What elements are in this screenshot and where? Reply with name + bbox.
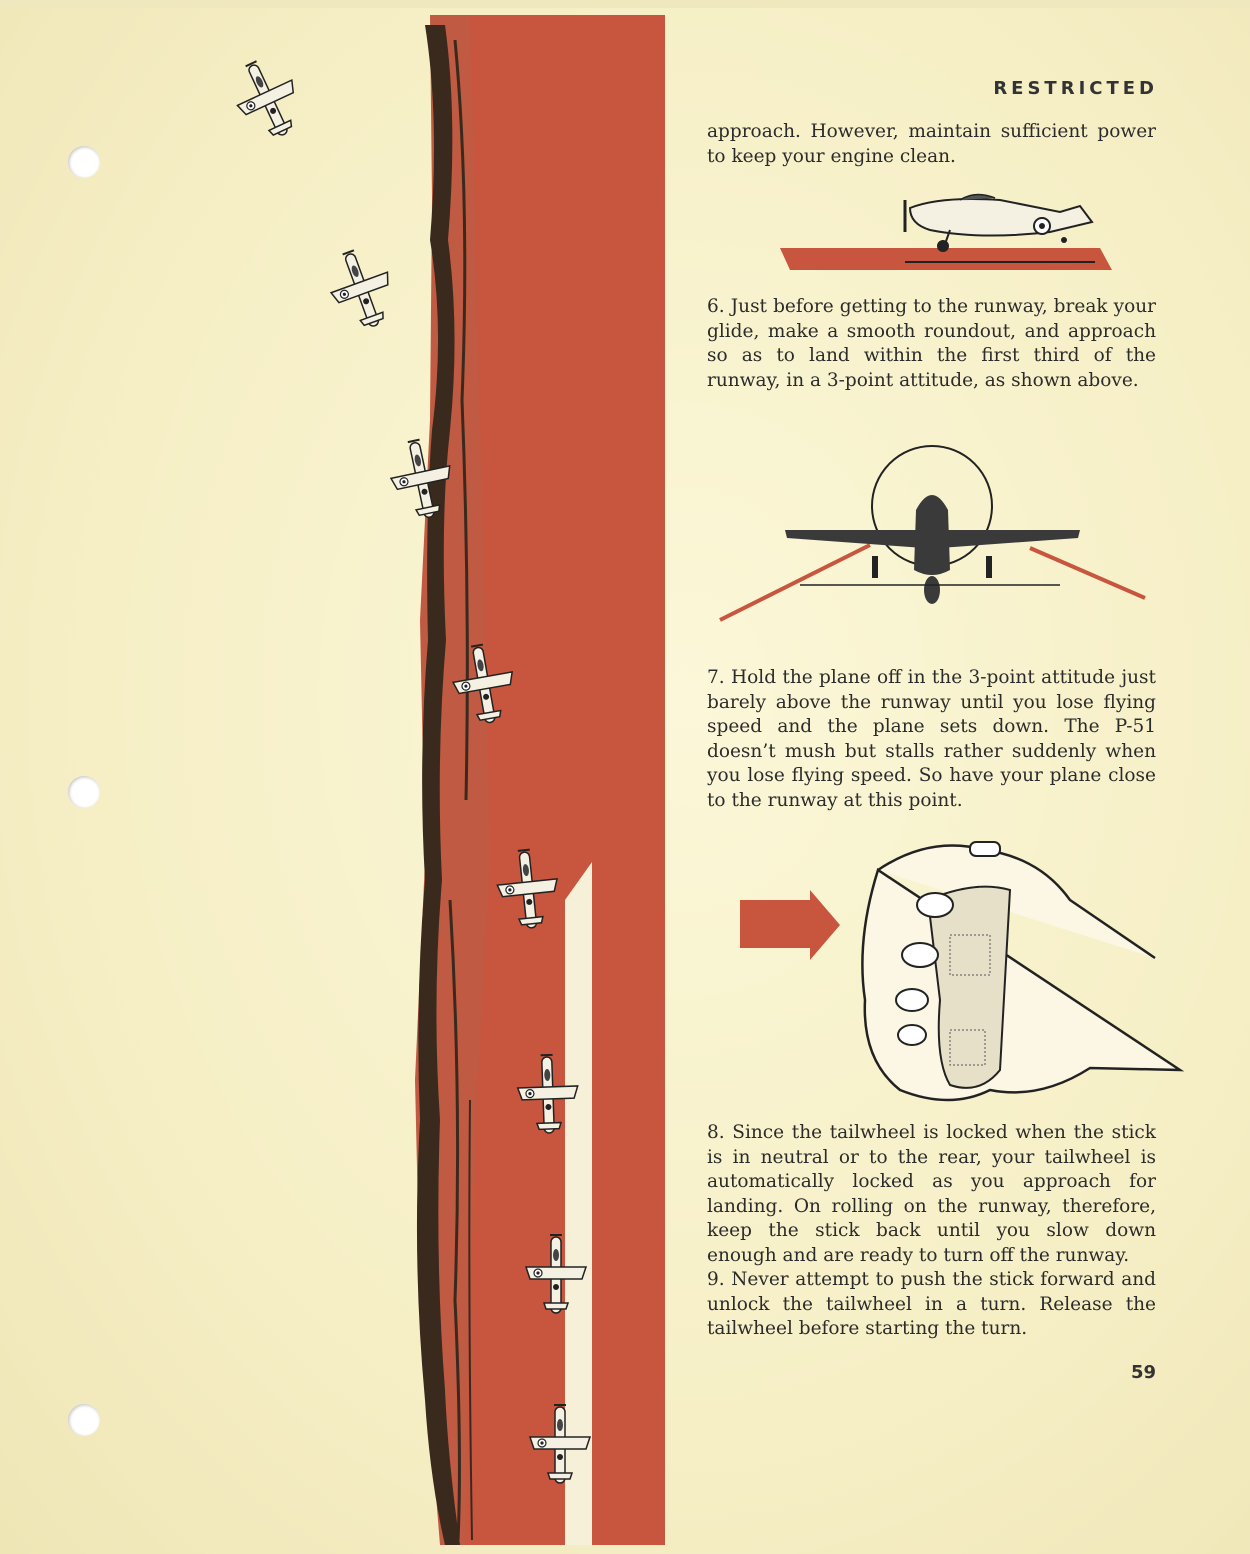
paragraph-step-8: 8. Since the tailwheel is locked when the stick is in neutral or to the rear, your tailwheel is automatically locked as you approach for landing. On rolling on the runway, therefore, keep the stick back until you slow down enough and are ready to turn off the runway. (707, 1122, 1156, 1266)
front-view-plane-illustration (720, 446, 1145, 620)
side-view-plane-illustration (780, 194, 1112, 270)
plane-2 (320, 242, 403, 336)
paragraph-approach-continued: approach. However, maintain sufficient power to keep your engine clean. (707, 121, 1156, 167)
plane-1 (224, 51, 311, 147)
classification-header: RESTRICTED (993, 78, 1158, 99)
paragraph-step-7: 7. Hold the plane off in the 3-point attitude just barely above the runway until you lose flying speed and the plane sets down. The P-51 doesn’t mush but stalls rather suddenly when you lose flying speed. So have your plane close to the runway at this point. (707, 667, 1156, 811)
page-number: 59 (1130, 1362, 1156, 1383)
paragraph-step-6: 6. Just before getting to the runway, break your glide, make a smooth roundout, and approach so as to land within the first third of the runway, in a 3-point attitude, as shown above. (707, 296, 1156, 391)
hand-on-stick-illustration (740, 842, 1180, 1100)
cliff-illustration (415, 15, 665, 1545)
paragraph-step-9: 9. Never attempt to push the stick forward and unlock the tailwheel in a turn. Release the tailwheel before starting the turn. (707, 1269, 1156, 1339)
